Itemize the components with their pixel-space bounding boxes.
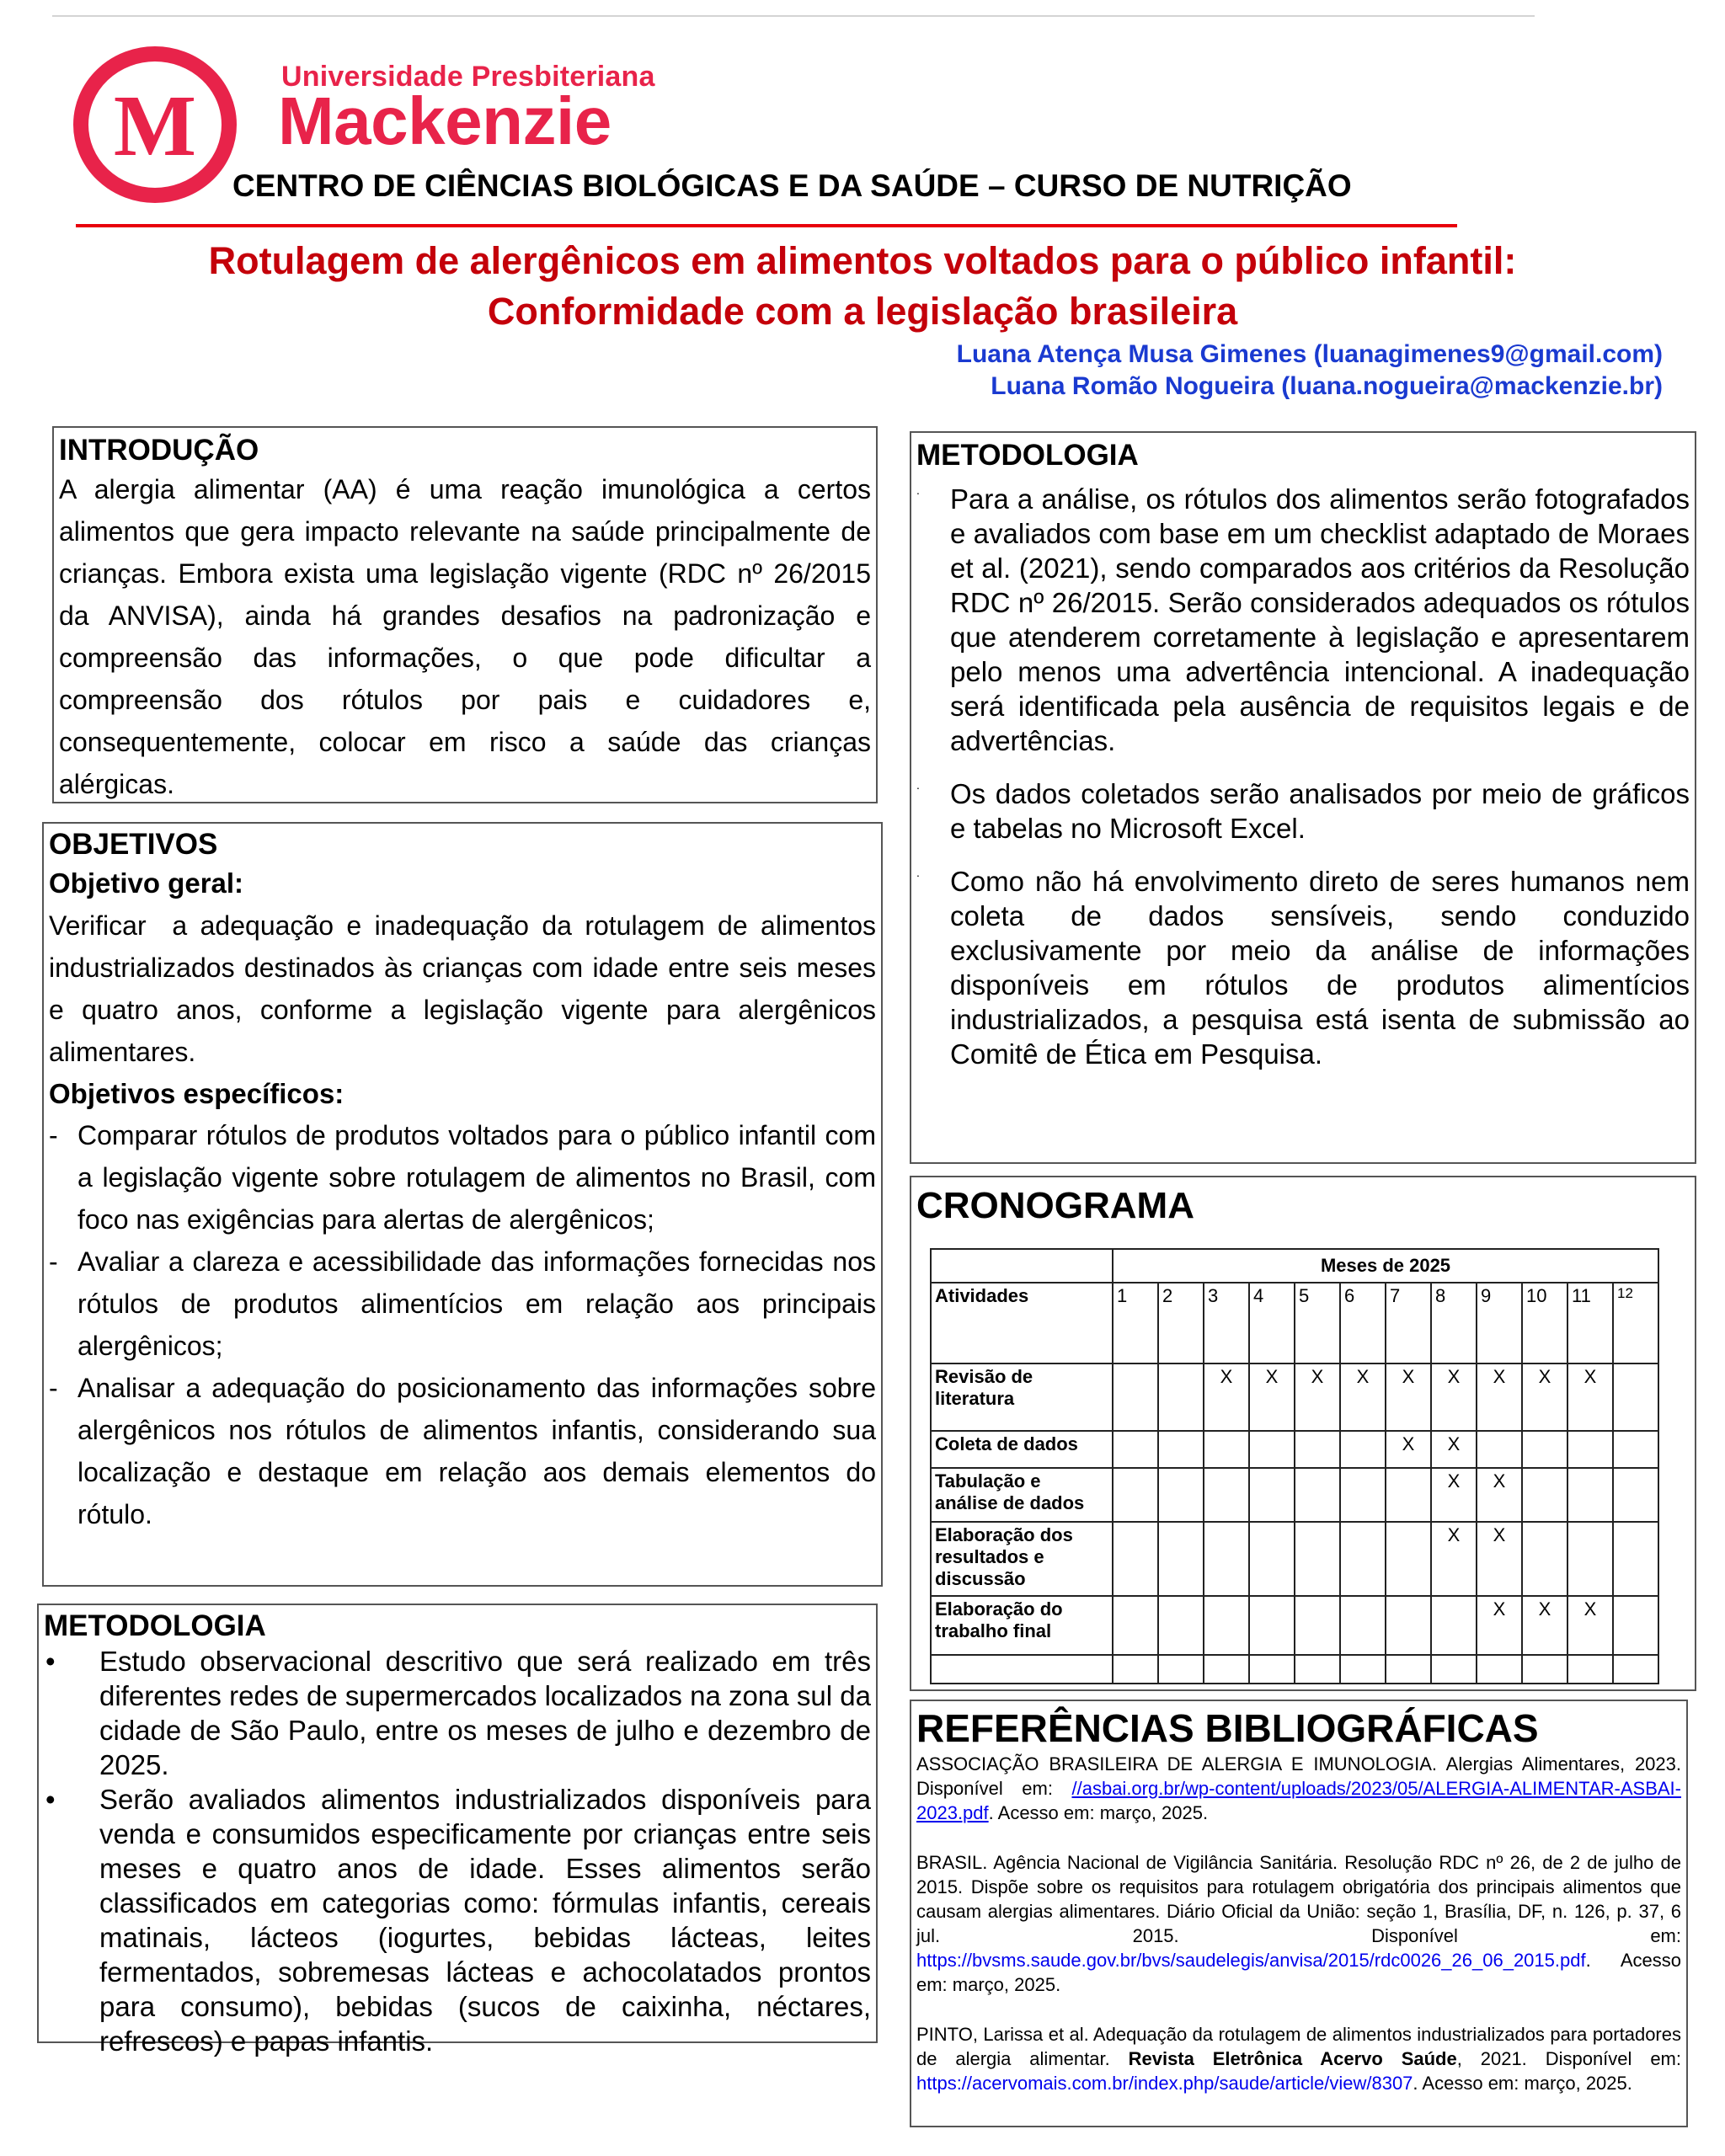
schedule-cell <box>1113 1468 1158 1522</box>
schedule-cell <box>1386 1655 1431 1684</box>
list-item: • Estudo observacional descritivo que será realizado em três diferentes redes de supermercados localizados na zona sul da cidade de São Paulo, entre os meses de julho e dezembro de 2025. <box>44 1644 871 1782</box>
schedule-cell: X <box>1340 1364 1386 1431</box>
referencias-heading: REFERÊNCIAS BIBLIOGRÁFICAS <box>916 1706 1539 1750</box>
schedule-cell: X <box>1386 1431 1431 1468</box>
schedule-cell <box>1249 1596 1295 1655</box>
schedule-cell <box>1477 1431 1522 1468</box>
schedule-cell <box>1295 1431 1340 1468</box>
reference-text: ASSOCIAÇÃO BRASILEIRA DE ALERGIA E IMUNOLOGIA. Alergias Alimentares, 2023. Disponível em: <box>916 1753 1681 1799</box>
reference-text: , 2021. Disponível em: <box>1456 2048 1681 2069</box>
schedule-cell <box>1522 1655 1567 1684</box>
university-name: Universidade Presbiteriana <box>281 61 655 93</box>
table-row <box>931 1364 1658 1431</box>
month-number: 10 <box>1522 1283 1567 1364</box>
introducao-heading: INTRODUÇÃO <box>59 434 259 467</box>
table-row <box>931 1431 1658 1468</box>
schedule-cell <box>1113 1522 1158 1596</box>
cronograma-table <box>930 1248 1659 1684</box>
table-row <box>931 1522 1658 1596</box>
reference-link[interactable]: //asbai.org.br/wp-content/uploads/2023/05/ALERGIA-ALIMENTAR-ASBAI-2023.pdf <box>916 1778 1681 1823</box>
list-item: . Para a análise, os rótulos dos alimentos serão fotografados e avaliados com base em um checklist adaptado de Moraes et al. (2021), sendo comparados aos critérios da Resolução RDC nº 26/2015. Serão considerados adequados os rótulos que atenderem corretamente à legislação e apresentarem pelo menos uma advertência intencional. A inadequação será identificada pela ausência de requisitos legais e de advertências. <box>916 482 1690 758</box>
schedule-cell <box>1613 1364 1658 1431</box>
schedule-cell <box>1158 1364 1204 1431</box>
table-row <box>931 1655 1658 1684</box>
table-row <box>931 1468 1658 1522</box>
top-divider <box>52 15 1535 17</box>
schedule-cell <box>1295 1596 1340 1655</box>
schedule-cell <box>1340 1596 1386 1655</box>
schedule-cell: X <box>1249 1364 1295 1431</box>
month-number: 11 <box>1567 1283 1613 1364</box>
cronograma-section <box>910 1176 1696 1691</box>
metodologia-heading: METODOLOGIA <box>44 1609 266 1642</box>
center-course-line: CENTRO DE CIÊNCIAS BIOLÓGICAS E DA SAÚDE – CURSO DE NUTRIÇÃO <box>232 168 1352 203</box>
schedule-cell <box>1249 1468 1295 1522</box>
header-red-rule <box>76 224 1457 227</box>
schedule-cell <box>1340 1655 1386 1684</box>
objetivos-heading: OBJETIVOS <box>49 828 218 861</box>
mackenzie-logo-icon <box>72 45 238 204</box>
activities-header: Atividades <box>931 1283 1113 1364</box>
schedule-cell <box>1340 1522 1386 1596</box>
activity-cell: Elaboração dos resultados e discussão <box>931 1522 1113 1596</box>
schedule-cell <box>1567 1431 1613 1468</box>
schedule-cell <box>1158 1522 1204 1596</box>
reference-link[interactable]: https://acervomais.com.br/index.php/saude/article/view/8307 <box>916 2073 1413 2094</box>
activity-cell <box>931 1655 1113 1684</box>
objetivos-especificos-list <box>49 1114 876 1535</box>
schedule-cell <box>1204 1431 1249 1468</box>
metodologia-list <box>44 1644 871 2058</box>
metodologia-section-2 <box>910 431 1696 1164</box>
schedule-cell: X <box>1204 1364 1249 1431</box>
schedule-cell <box>1431 1596 1477 1655</box>
poster-title-line-2: Conformidade com a legislação brasileira <box>487 290 1238 333</box>
objetivos-section <box>42 822 883 1587</box>
month-number: 5 <box>1295 1283 1340 1364</box>
month-number-row <box>931 1283 1658 1364</box>
schedule-cell <box>1386 1522 1431 1596</box>
month-number: 7 <box>1386 1283 1431 1364</box>
schedule-cell <box>1522 1431 1567 1468</box>
schedule-cell <box>1204 1522 1249 1596</box>
month-number: 1 <box>1113 1283 1158 1364</box>
schedule-cell <box>1613 1596 1658 1655</box>
objetivo-geral-heading: Objetivo geral: <box>49 867 244 899</box>
reference-text: . Acesso em: março, 2025. <box>988 1802 1209 1823</box>
objetivos-especificos-heading: Objetivos específicos: <box>49 1077 344 1109</box>
month-number: 6 <box>1340 1283 1386 1364</box>
schedule-cell: X <box>1522 1596 1567 1655</box>
schedule-cell <box>1204 1468 1249 1522</box>
month-number: 4 <box>1249 1283 1295 1364</box>
activity-cell: Tabulação e análise de dados <box>931 1468 1113 1522</box>
schedule-cell <box>1204 1596 1249 1655</box>
list-item: • Serão avaliados alimentos industrializados disponíveis para venda e consumidos especificamente por crianças entre seis meses e quatro anos de idade. Esses alimentos serão classificados em categorias como: fórmulas infantis, cereais matinais, lácteos (iogurtes, bebidas lácteas, leites fermentados, sobremesas lácteas e achocolatados prontos para consumo), bebidas (sucos de caixinha, néctares, refrescos) e papas infantis. <box>44 1782 871 2058</box>
schedule-cell <box>1113 1655 1158 1684</box>
schedule-cell <box>1158 1655 1204 1684</box>
reference-text: . Acesso em: março, 2025. <box>1413 2073 1632 2094</box>
schedule-cell: X <box>1522 1364 1567 1431</box>
reference-text: . Acesso em: março, 2025. <box>916 1950 1681 1995</box>
schedule-cell: X <box>1477 1522 1522 1596</box>
schedule-cell: X <box>1477 1364 1522 1431</box>
schedule-cell: X <box>1567 1596 1613 1655</box>
activity-cell: Revisão de literatura <box>931 1364 1113 1431</box>
metodologia-list <box>916 482 1690 1071</box>
schedule-cell: X <box>1295 1364 1340 1431</box>
schedule-cell <box>1158 1468 1204 1522</box>
schedule-cell <box>1295 1655 1340 1684</box>
reference-journal: Revista Eletrônica Acervo Saúde <box>1128 2048 1457 2069</box>
list-item: - Avaliar a clareza e acessibilidade das informações fornecidas nos rótulos de produtos alimentícios em relação aos principais alergênicos; <box>49 1241 876 1367</box>
activity-cell: Elaboração do trabalho final <box>931 1596 1113 1655</box>
authors <box>957 339 1663 403</box>
schedule-cell <box>1567 1468 1613 1522</box>
schedule-cell <box>1431 1655 1477 1684</box>
schedule-cell <box>1340 1431 1386 1468</box>
month-number: 3 <box>1204 1283 1249 1364</box>
cronograma-heading: CRONOGRAMA <box>916 1185 1194 1226</box>
referencias-section <box>910 1700 1688 2127</box>
list-item: - Analisar a adequação do posicionamento das informações sobre alergênicos nos rótulos de alimentos infantis, considerando sua localização e destaque em relação aos demais elementos do rótulo. <box>49 1367 876 1535</box>
schedule-cell: X <box>1567 1364 1613 1431</box>
author-1: Luana Atença Musa Gimenes (luanagimenes9@gmail.com) <box>956 340 1663 368</box>
schedule-cell: X <box>1477 1468 1522 1522</box>
reference-text: BRASIL. Agência Nacional de Vigilância Sanitária. Resolução RDC nº 26, de 2 de julho de 2015. Dispõe sobre os requisitos para rotulagem obrigatória dos principais alimentos que causam alergias alimentares. Diário Oficial da União: seção 1, Brasília, DF, n. 126, p. 37, 6 jul. 2015. Disponível em: <box>916 1852 1681 1946</box>
schedule-cell: X <box>1477 1596 1522 1655</box>
logo-letter: M <box>113 77 197 174</box>
reference-item <box>916 2022 1681 2095</box>
schedule-cell <box>1613 1468 1658 1522</box>
brand-name: Mackenzie <box>278 83 611 158</box>
month-number: 12 <box>1613 1283 1658 1364</box>
schedule-cell <box>1295 1522 1340 1596</box>
reference-item <box>916 1752 1681 1825</box>
schedule-cell <box>1113 1364 1158 1431</box>
metodologia-heading: METODOLOGIA <box>916 439 1139 472</box>
table-row <box>931 1596 1658 1655</box>
poster-title-line-1: Rotulagem de alergênicos em alimentos voltados para o público infantil: <box>208 239 1517 282</box>
reference-link[interactable]: https://bvsms.saude.gov.br/bvs/saudelegis/anvisa/2015/rdc0026_26_06_2015.pdf <box>916 1950 1586 1971</box>
reference-item <box>916 1850 1681 1997</box>
schedule-cell <box>1249 1655 1295 1684</box>
schedule-cell <box>1249 1522 1295 1596</box>
schedule-cell <box>1204 1655 1249 1684</box>
list-item: . Como não há envolvimento direto de seres humanos nem coleta de dados sensíveis, sendo conduzido exclusivamente por meio da análise de informações disponíveis em rótulos de produtos alimentícios industrializados, a pesquisa está isenta de submissão ao Comitê de Ética em Pesquisa. <box>916 864 1690 1071</box>
schedule-cell: X <box>1431 1431 1477 1468</box>
reference-text: PINTO, Larissa et al. Adequação da rotulagem de alimentos industrializados para portadores de alergia alimentar. <box>916 2024 1681 2069</box>
author-2: Luana Romão Nogueira (luana.nogueira@mackenzie.br) <box>991 372 1663 400</box>
schedule-cell: X <box>1431 1364 1477 1431</box>
schedule-cell: X <box>1431 1468 1477 1522</box>
schedule-cell <box>1249 1431 1295 1468</box>
activity-cell: Coleta de dados <box>931 1431 1113 1468</box>
metodologia-section-1 <box>37 1604 878 2057</box>
schedule-cell <box>1522 1468 1567 1522</box>
schedule-cell <box>1386 1468 1431 1522</box>
schedule-cell <box>1567 1522 1613 1596</box>
month-number: 9 <box>1477 1283 1522 1364</box>
schedule-cell <box>1567 1655 1613 1684</box>
poster-title <box>0 236 1725 337</box>
month-number: 8 <box>1431 1283 1477 1364</box>
schedule-cell <box>1613 1431 1658 1468</box>
introducao-section <box>52 426 878 803</box>
schedule-cell <box>1477 1655 1522 1684</box>
list-item: . Os dados coletados serão analisados por meio de gráficos e tabelas no Microsoft Excel. <box>916 776 1690 846</box>
schedule-cell <box>1158 1596 1204 1655</box>
schedule-cell <box>1613 1522 1658 1596</box>
list-item: - Comparar rótulos de produtos voltados para o público infantil com a legislação vigente sobre rotulagem de alimentos no Brasil, com foco nas exigências para alertas de alergênicos; <box>49 1114 876 1241</box>
schedule-cell <box>1613 1655 1658 1684</box>
introducao-text: A alergia alimentar (AA) é uma reação imunológica a certos alimentos que gera impacto relevante na saúde principalmente de crianças. Embora exista uma legislação vigente (RDC nº 26/2015 da ANVISA), ainda há grandes desafios na padronização e compreensão das informações, o que pode dificultar a compreensão dos rótulos por pais e cuidadores e, consequentemente, colocar em risco a saúde das crianças alérgicas. <box>59 474 871 799</box>
month-number: 2 <box>1158 1283 1204 1364</box>
schedule-cell <box>1386 1596 1431 1655</box>
schedule-cell <box>1295 1468 1340 1522</box>
table-header-row <box>931 1249 1658 1283</box>
schedule-cell <box>1522 1522 1567 1596</box>
schedule-cell <box>1158 1431 1204 1468</box>
schedule-cell: X <box>1386 1364 1431 1431</box>
months-header: Meses de 2025 <box>1113 1249 1658 1283</box>
schedule-cell <box>1113 1431 1158 1468</box>
objetivo-geral-text: Verificar a adequação e inadequação da rotulagem de alimentos industrializados destinados às crianças com idade entre seis meses e quatro anos, conforme a legislação vigente para alergênicos alimentares. <box>49 910 884 1067</box>
schedule-cell <box>1113 1596 1158 1655</box>
schedule-cell: X <box>1431 1522 1477 1596</box>
schedule-cell <box>1340 1468 1386 1522</box>
